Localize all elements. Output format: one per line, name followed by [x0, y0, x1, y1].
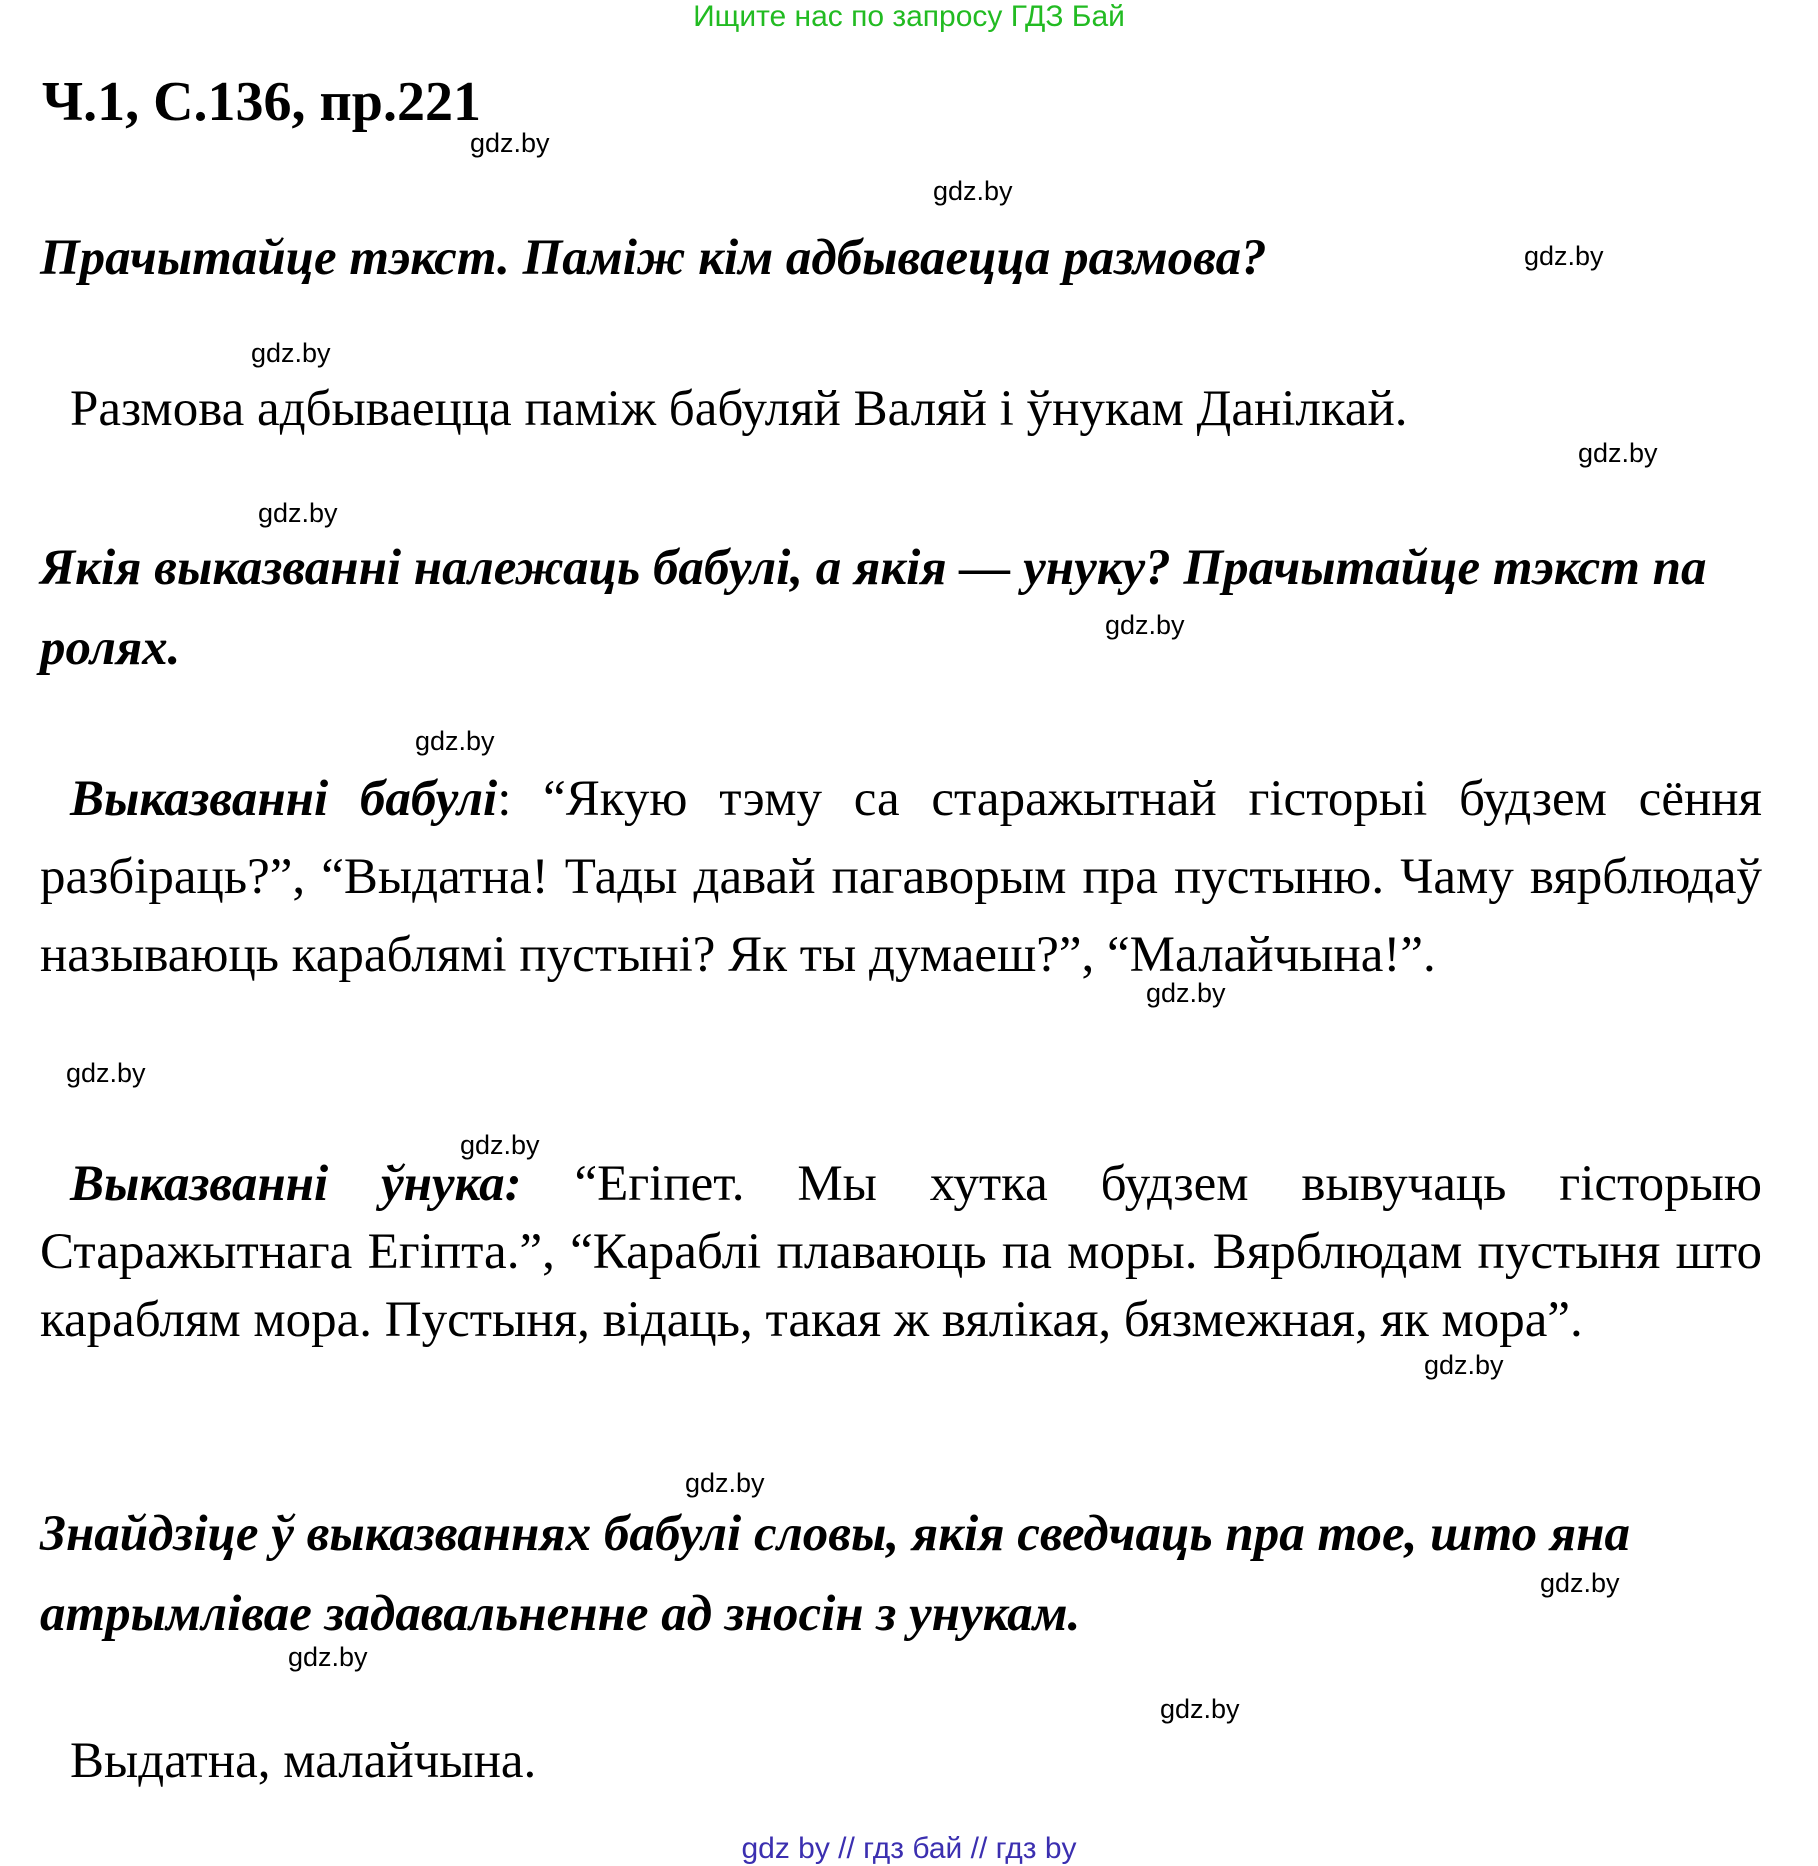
question-3: Знайдзіце ў выказваннях бабулі словы, якія сведчаць пра тое, што яна атрымлівае задавальненне ад зносін з унукам.: [40, 1506, 1630, 1642]
watermark: gdz.by: [685, 1468, 765, 1498]
answer-grandson-text: “Егіпет. Мы хутка будзем вывучаць гісторыю Старажытнага Егіпта.”, “Караблі плаваюць па моры. Вярблюдам пустыня што караблям мора. Пустыня, відаць, такая ж вялікая, бязмежная, як мора”.: [40, 1156, 1762, 1348]
watermark: gdz.by: [251, 338, 331, 368]
watermark: gdz.by: [1105, 610, 1185, 640]
answer-grandma-label: Выказванні бабулі: [70, 771, 498, 827]
watermark: gdz.by: [470, 128, 550, 158]
answer-grandma-text: : “Якую тэму са старажытнай гісторыі будзем сёння разбіраць?”, “Выдатна! Тады давай пагаворым пра пустыню. Чаму вярблюдаў называюць караблямі пустыні? Як ты думаеш?”, “Малайчына!”.: [40, 771, 1762, 983]
watermark: gdz.by: [1424, 1350, 1504, 1380]
answer-4: Выдатна, малайчына.: [70, 1733, 537, 1789]
footer-links: gdz by // гдз бай // гдз by: [741, 1832, 1077, 1865]
question-2: Якія выказванні належаць бабулі, а якія — унуку? Прачытайце тэкст па ролях.: [40, 540, 1707, 676]
watermark: gdz.by: [415, 726, 495, 756]
answer-grandson: [40, 1150, 1762, 1354]
page-title: Ч.1, С.136, пр.221: [42, 71, 481, 133]
watermark: gdz.by: [66, 1058, 146, 1088]
watermark: gdz.by: [258, 498, 338, 528]
watermark: gdz.by: [1540, 1568, 1620, 1598]
watermark: gdz.by: [1578, 438, 1658, 468]
answer-grandson-label: Выказванні ўнука:: [70, 1156, 522, 1212]
answer-grandma: [40, 760, 1762, 994]
watermark: gdz.by: [1146, 978, 1226, 1008]
watermark: gdz.by: [460, 1130, 540, 1160]
watermark: gdz.by: [1160, 1694, 1240, 1724]
question-1: Прачытайце тэкст. Паміж кім адбываецца размова?: [40, 230, 1267, 286]
watermark: gdz.by: [288, 1642, 368, 1672]
watermark: gdz.by: [1524, 241, 1604, 271]
answer-1: Размова адбываецца паміж бабуляй Валяй і ўнукам Данілкай.: [70, 381, 1408, 437]
watermark: gdz.by: [933, 176, 1013, 206]
top-banner: Ищите нас по запросу ГДЗ Бай: [693, 0, 1125, 33]
